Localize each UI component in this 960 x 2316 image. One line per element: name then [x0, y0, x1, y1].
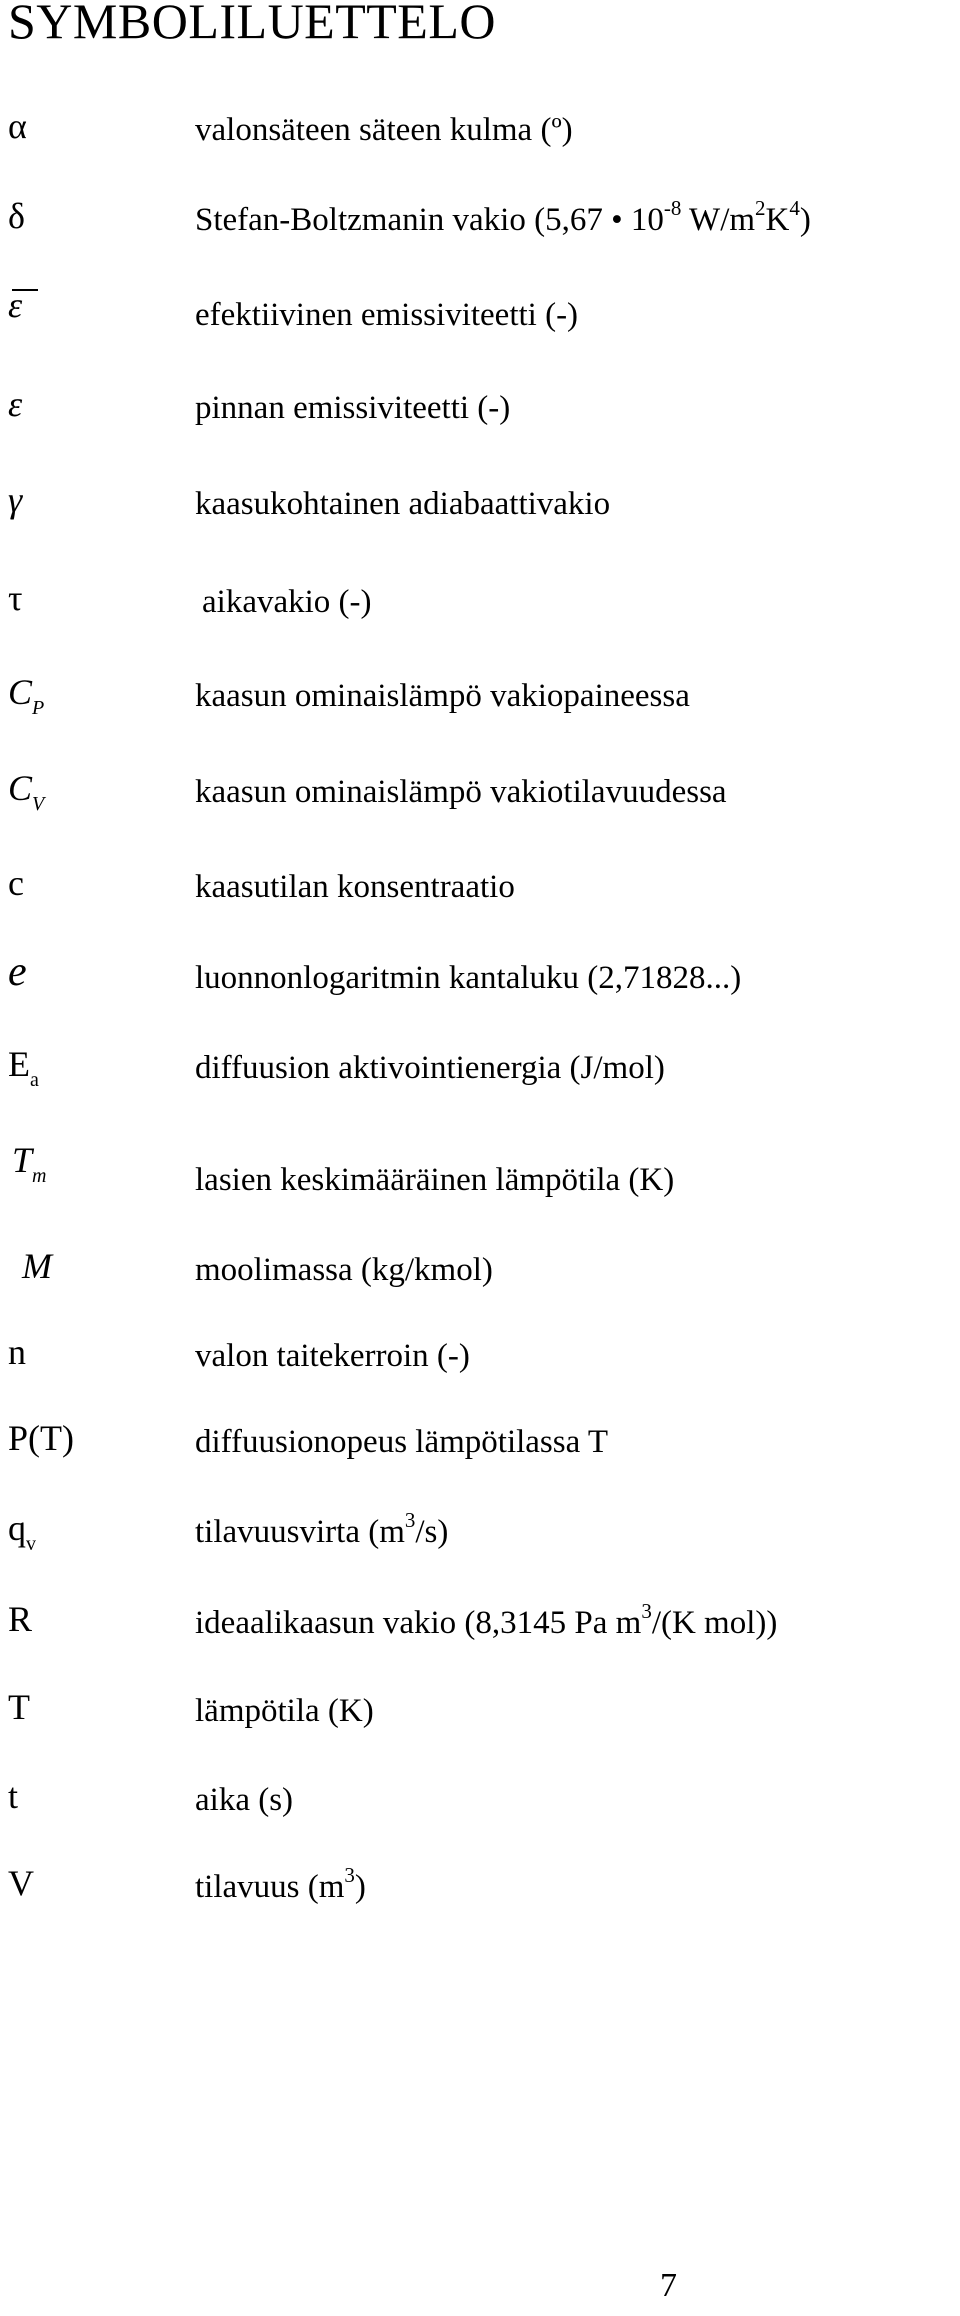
- symbol-row-qv: [0, 1506, 960, 1566]
- symbol-row-epsilon: [0, 382, 960, 442]
- symbol: P(T): [8, 1418, 74, 1458]
- description: ideaalikaasun vakio (8,3145 Pa $m^3/(K$ mol)): [195, 1599, 778, 1641]
- symbol: R: [8, 1599, 33, 1639]
- symbol: $C_V$: [8, 768, 45, 815]
- symbol: γ: [8, 480, 23, 520]
- description: luonnonlogaritmin kantaluku (2,71828...): [195, 960, 742, 996]
- description: kaasun ominaislämpö vakiopaineessa: [195, 678, 690, 714]
- symbol: τ: [8, 578, 23, 618]
- symbol-row-gamma: [0, 478, 960, 538]
- symbol-row-tau: [0, 576, 960, 636]
- symbol: e: [8, 949, 27, 995]
- symbol: M: [22, 1246, 52, 1286]
- description: lämpötila (K): [195, 1693, 374, 1729]
- symbol-row-m: [0, 1244, 960, 1304]
- symbol: c: [8, 863, 24, 903]
- symbol-row-epsilon-bar: [0, 285, 960, 349]
- symbol-row-pt: [0, 1416, 960, 1476]
- description: valon taitekerroin (-): [195, 1338, 470, 1374]
- symbol-row-alpha: [0, 104, 960, 164]
- symbol: ε: [8, 285, 23, 325]
- symbol-row-cv: [0, 766, 960, 826]
- symbol-row-t-upper: [0, 1685, 960, 1745]
- description: tilavuusvirta $(m^3/s)$: [195, 1508, 449, 1550]
- symbol-row-e: [0, 950, 960, 1010]
- symbol: n: [8, 1332, 26, 1372]
- description: aikavakio (-): [202, 584, 372, 620]
- description: diffuusion aktivointienergia (J/mol): [195, 1050, 665, 1086]
- symbol-row-cp: [0, 670, 960, 730]
- description: aika (s): [195, 1782, 294, 1818]
- description: lasien keskimääräinen lämpötila (K): [195, 1162, 675, 1198]
- description: efektiivinen emissiviteetti (-): [195, 297, 579, 333]
- description: tilavuus $(m^3)$: [195, 1863, 366, 1905]
- symbol: δ: [8, 196, 25, 236]
- symbol-row-r: [0, 1597, 960, 1657]
- symbol: V: [8, 1863, 34, 1903]
- symbol: $C_P$: [8, 672, 45, 719]
- description: kaasun ominaislämpö vakiotilavuudessa: [195, 774, 727, 810]
- symbol: T: [8, 1687, 30, 1727]
- symbol-row-v: [0, 1861, 960, 1921]
- page-number: 7: [660, 2267, 677, 2304]
- symbol-row-tm: [0, 1138, 960, 1198]
- symbol: t: [8, 1776, 19, 1816]
- symbol: α: [8, 106, 27, 146]
- page-title: SYMBOLILUETTELO: [8, 0, 496, 49]
- symbol-row-delta: [0, 194, 960, 254]
- symbol-row-n: [0, 1330, 960, 1390]
- description: kaasutilan konsentraatio: [195, 869, 515, 905]
- description: moolimassa (kg/kmol): [195, 1252, 493, 1288]
- description: kaasukohtainen adiabaattivakio: [195, 486, 611, 522]
- symbol: ε: [8, 384, 23, 424]
- symbol-row-ea: [0, 1042, 960, 1102]
- symbol: $T_m$: [12, 1140, 47, 1187]
- description: valonsäteen säteen kulma (º): [195, 112, 573, 148]
- description: Stefan-Boltzmanin vakio (5,67 • $10^{-8}$ $W/m^2K^4$): [195, 196, 811, 238]
- description: diffuusionopeus lämpötilassa T: [195, 1424, 609, 1460]
- description: pinnan emissiviteetti (-): [195, 390, 511, 426]
- symbol: $E_a$: [8, 1044, 39, 1091]
- symbol: $q_v$: [8, 1508, 36, 1555]
- symbol-row-t-lower: [0, 1774, 960, 1834]
- symbol-row-c: [0, 861, 960, 921]
